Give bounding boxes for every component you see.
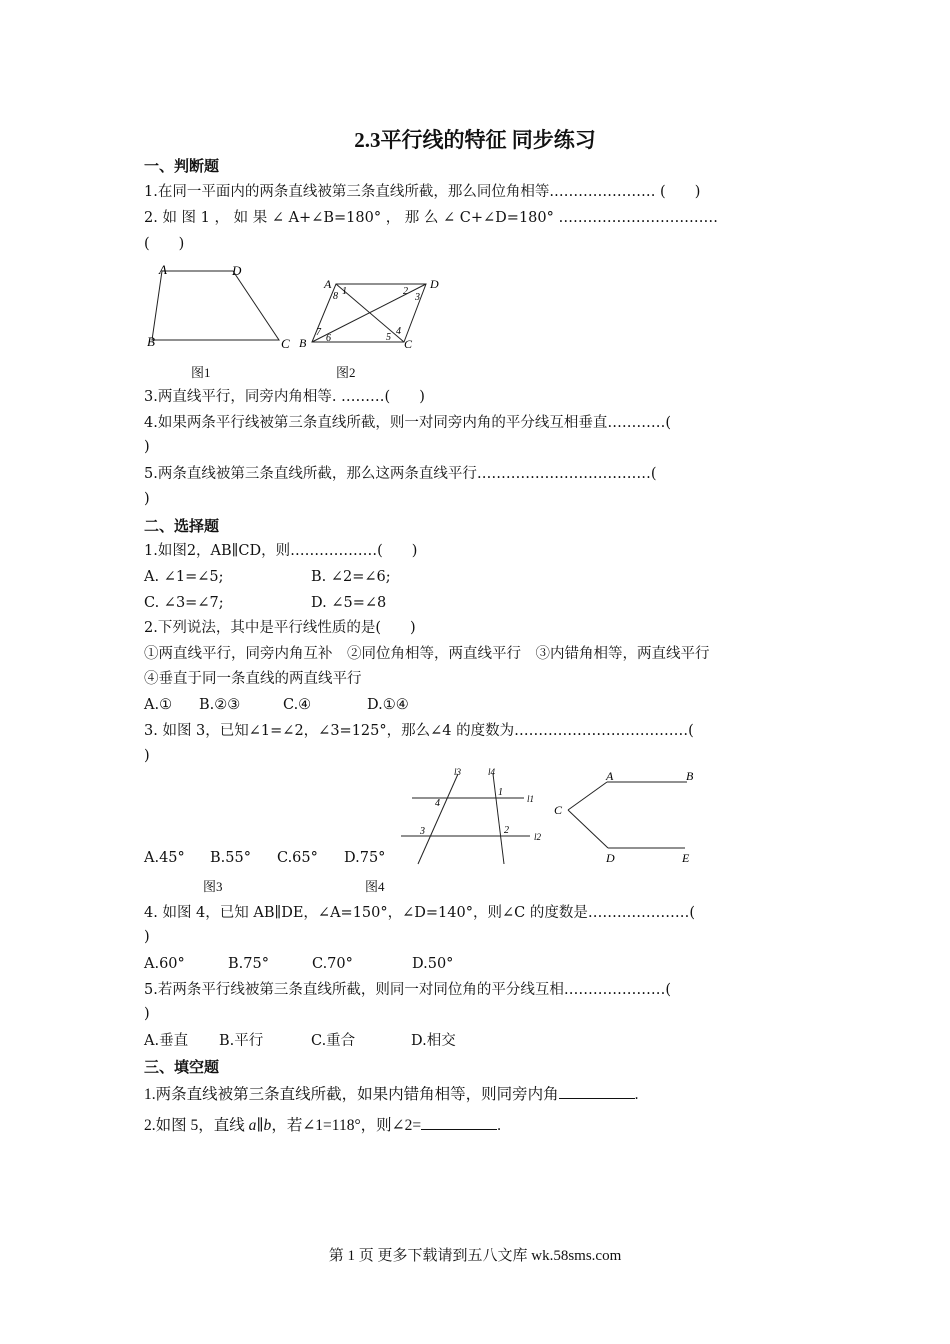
fig2-angle-4: 4 <box>396 326 401 337</box>
judge-question-5-tail: ) <box>144 491 150 507</box>
judge-question-2-tail: ( ) <box>144 236 185 252</box>
option-a: A.60° <box>144 956 185 972</box>
judge-question-4-tail: ) <box>144 439 150 455</box>
figure-1-trapezoid <box>146 262 296 354</box>
fig4-label-e: E <box>682 851 690 865</box>
fill-question-2-variable: a∥b <box>248 1117 272 1134</box>
judge-question-4: 4.如果两条平行线被第三条直线所截，则一对同旁内角的平分线互相垂直…………( <box>144 415 671 431</box>
choice-question-3: 3. 如图 3，已知∠1=∠2，∠3=125°，那么∠4 的度数为………………………………( <box>144 723 694 739</box>
fig1-label-b: B <box>147 334 155 349</box>
fig3-angle-2: 2 <box>504 825 509 836</box>
choice-question-2: 2.下列说法，其中是平行线性质的是( ) <box>144 620 416 636</box>
choice-question-2-statement-4: ④垂直于同一条直线的两直线平行 <box>144 671 362 687</box>
answer-blank <box>421 1115 497 1130</box>
option-c: C.65° <box>277 850 318 866</box>
option-c: C.④ <box>283 697 312 713</box>
page-footer: 第 1 页 更多下载请到五八文库 wk.58sms.com <box>328 1248 622 1264</box>
fig4-label-b: B <box>686 769 694 783</box>
choice-question-5: 5.若两条平行线被第三条直线所截，则同一对同位角的平分线互相…………………( <box>144 982 671 998</box>
figure-4-caption: 图4 <box>365 879 385 894</box>
page-title: 2.3平行线的特征 同步练习 <box>354 128 596 152</box>
choice-question-3-options <box>144 848 385 868</box>
option-b: B.平行 <box>219 1033 264 1049</box>
choice-question-4-options <box>144 954 453 974</box>
judge-question-3: 3.两直线平行，同旁内角相等. ………( ) <box>144 389 425 405</box>
figure-3-caption: 图3 <box>203 879 223 894</box>
section-heading-fill: 三、填空题 <box>144 1058 220 1076</box>
fill-question-2 <box>144 1115 501 1136</box>
fig2-angle-5: 5 <box>386 332 391 343</box>
fig1-label-c: C <box>281 336 290 351</box>
fig3-label-l4: l4 <box>488 767 496 777</box>
fig1-label-d: D <box>232 263 242 278</box>
fill-question-1-text: 1.两条直线被第三条直线所截，如果内错角相等，则同旁内角 <box>144 1086 559 1103</box>
figure-2-caption: 图2 <box>336 365 356 380</box>
fig2-angle-1: 1 <box>342 286 347 297</box>
answer-blank <box>559 1084 635 1099</box>
section-heading-choice: 二、选择题 <box>144 517 220 535</box>
option-c: C.重合 <box>311 1033 356 1049</box>
fig2-angle-2: 2 <box>403 286 408 297</box>
choice-question-1: 1.如图2，AB∥CD，则………………( ) <box>144 543 418 559</box>
choice-question-2-statements: ①两直线平行，同旁内角互补 ②同位角相等，两直线平行 ③内错角相等，两直线平行 <box>144 646 710 662</box>
option-c: C.70° <box>312 956 353 972</box>
fig4-label-d: D <box>606 851 615 865</box>
option-d: D. ∠5=∠8 <box>311 595 387 611</box>
figure-1-caption: 图1 <box>191 365 211 380</box>
fig4-label-c: C <box>554 803 563 817</box>
choice-question-4: 4. 如图 4，已知 AB∥DE，∠A=150°，∠D=140°，则∠C 的度数是…………………( <box>144 905 695 921</box>
option-b: B.②③ <box>199 697 241 713</box>
choice-question-3-tail: ) <box>144 748 150 764</box>
choice-question-4-tail: ) <box>144 929 150 945</box>
fig1-label-a: A <box>159 262 167 277</box>
option-d: D.75° <box>344 850 386 866</box>
fig2-label-d: D <box>430 277 439 291</box>
fig2-label-b: B <box>299 336 307 350</box>
option-a: A.① <box>144 697 173 713</box>
option-a: A.45° <box>144 850 185 866</box>
fig3-angle-4: 4 <box>435 798 440 809</box>
option-a: A. ∠1=∠5; <box>144 569 224 585</box>
fill-question-2-end: . <box>497 1117 502 1134</box>
judge-question-1: 1.在同一平面内的两条直线被第三条直线所截，那么同位角相等.………………… ( ) <box>144 184 701 200</box>
fill-question-1-end: . <box>634 1086 639 1103</box>
fig4-label-a: A <box>606 769 614 783</box>
figure-2-parallelogram <box>296 272 446 352</box>
option-b: B. ∠2=∠6; <box>311 569 391 585</box>
choice-question-1-options-row-2 <box>144 593 386 613</box>
option-d: D.相交 <box>411 1033 456 1049</box>
fig2-label-a: A <box>324 277 332 291</box>
fill-question-2-condition: ，若∠1=118°，则∠2= <box>271 1117 422 1134</box>
judge-question-2: 2. 如 图 1 ， 如 果 ∠ A+∠B=180° ， 那 么 ∠ C+∠D=180° …………………………… <box>144 210 718 226</box>
fig2-label-c: C <box>404 337 413 351</box>
fig3-angle-3: 3 <box>420 826 425 837</box>
fig3-label-l1: l1 <box>527 794 535 804</box>
fill-question-1 <box>144 1084 639 1105</box>
fig3-label-l3: l3 <box>454 767 462 777</box>
option-b: B.55° <box>210 850 251 866</box>
option-a: A.垂直 <box>144 1033 189 1049</box>
fig2-angle-3: 3 <box>415 292 420 303</box>
fill-question-2-text: 2.如图 5，直线 <box>144 1117 249 1134</box>
choice-question-5-tail: ) <box>144 1006 150 1022</box>
choice-question-5-options <box>144 1031 456 1051</box>
figure-3-parallel-lines <box>398 762 554 870</box>
option-b: B.75° <box>228 956 269 972</box>
option-d: D.①④ <box>367 697 409 713</box>
judge-question-5: 5.两条直线被第三条直线所截，那么这两条直线平行………………………………( <box>144 466 657 482</box>
option-c: C. ∠3=∠7; <box>144 595 224 611</box>
fig3-angle-1: 1 <box>498 787 503 798</box>
fig3-label-l2: l2 <box>534 832 542 842</box>
figure-4-angle-c <box>552 766 702 866</box>
option-d: D.50° <box>412 956 454 972</box>
fig2-angle-7: 7 <box>316 327 321 338</box>
fig2-angle-6: 6 <box>326 333 331 344</box>
section-heading-judge: 一、判断题 <box>144 157 220 175</box>
choice-question-1-options-row-1 <box>144 567 391 587</box>
fig2-angle-8: 8 <box>333 291 338 302</box>
choice-question-2-options <box>144 695 409 715</box>
